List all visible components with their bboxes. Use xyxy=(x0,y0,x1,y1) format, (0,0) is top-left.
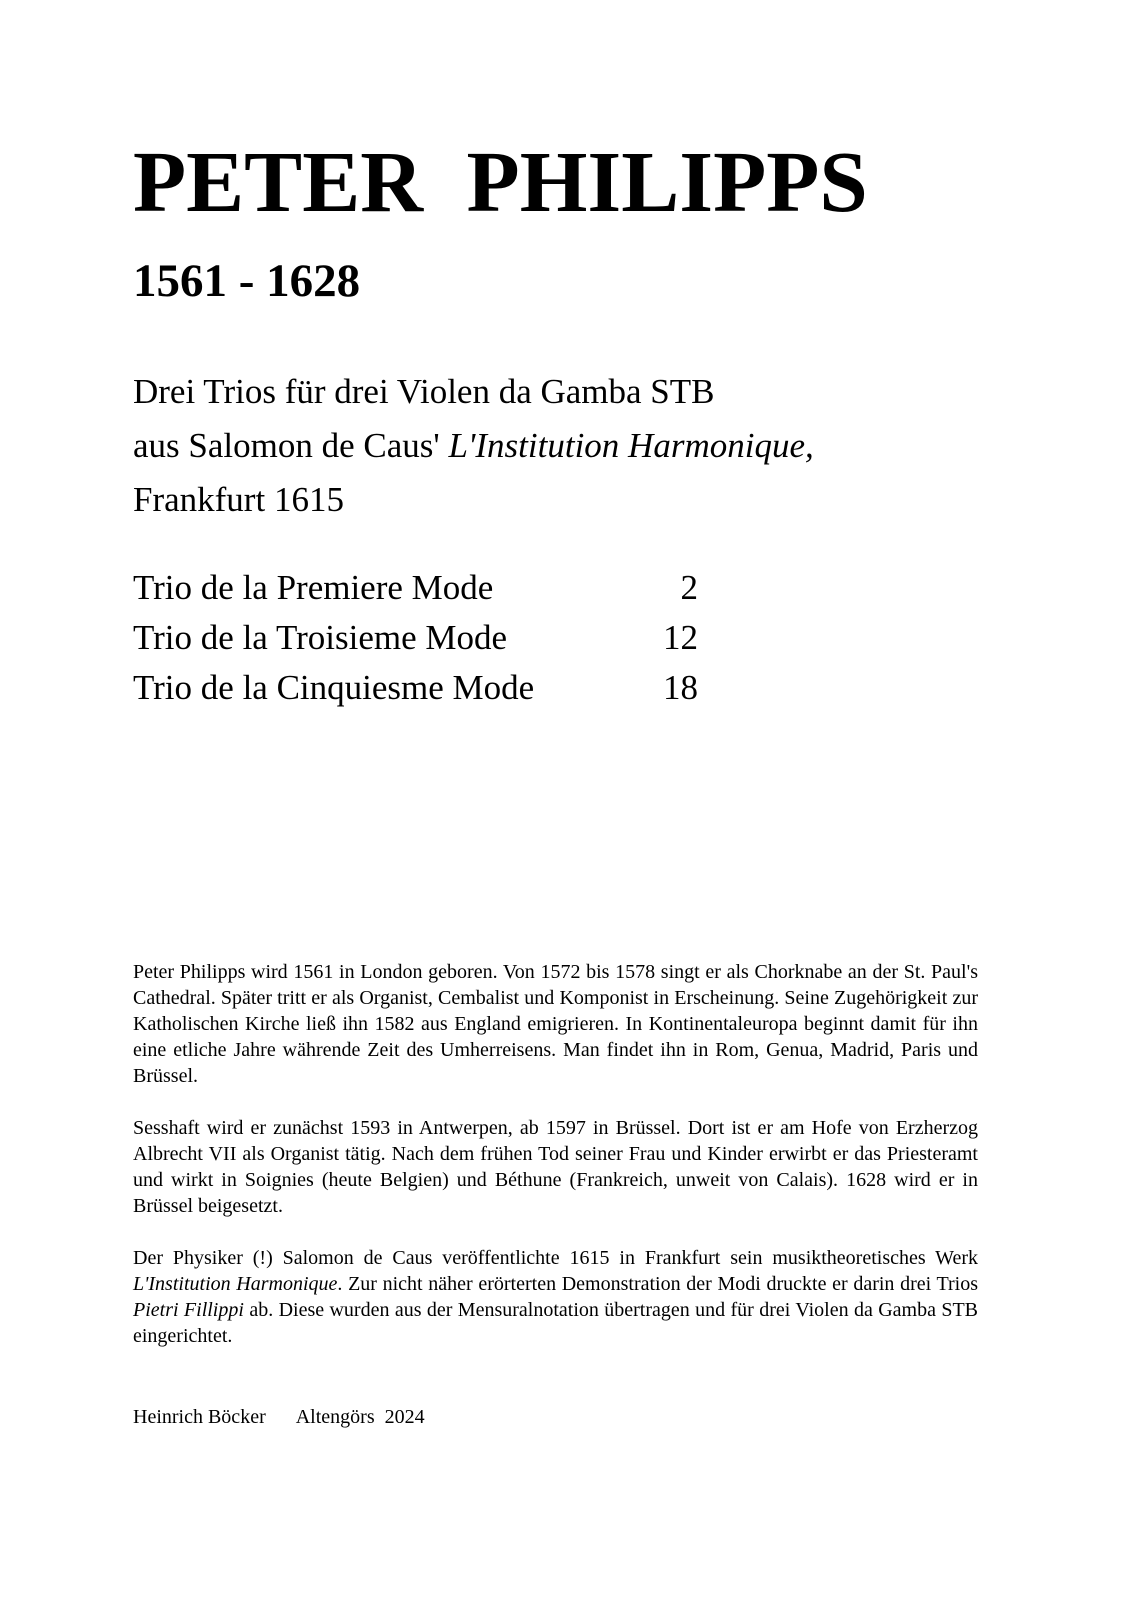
toc-entry-title: Trio de la Premiere Mode xyxy=(133,568,494,607)
bio-paragraph-1: Peter Philipps wird 1561 in London geboren. Von 1572 bis 1578 singt er als Chorknabe an der St. Paul's Cathedral. Später tritt er als Organist, Cembalist und Komponist in Erscheinung. Seine Zugehörigkeit zur Katholischen Kirche ließ ihn 1582 aus England emigrieren. In Kontinentaleuropa beginnt damit für ihn eine etliche Jahre währende Zeit des Umherreisens. Man findet ihn in Rom, Genua, Madrid, Paris und Brüssel. xyxy=(133,961,978,1087)
subtitle-source-prefix: aus Salomon de Caus' xyxy=(133,426,449,465)
bio-paragraph-3 xyxy=(133,1245,978,1349)
toc-entry-page: 2 xyxy=(680,568,698,607)
signature-line xyxy=(133,1404,425,1430)
subtitle-source-title: L'Institution Harmonique, xyxy=(448,426,814,465)
subtitle-line-3: Frankfurt 1615 xyxy=(133,480,344,519)
toc-entry xyxy=(133,613,698,663)
bio-p3-composer-latin: Pietri Fillippi xyxy=(133,1299,244,1321)
bio-paragraph-2: Sesshaft wird er zunächst 1593 in Antwerpen, ab 1597 in Brüssel. Dort ist er am Hofe von Erzherzog Albrecht VII als Organist tätig. Nach dem frühen Tod seiner Frau und Kinder erwirbt er das Priesteramt und wirkt in Soignies (heute Belgien) und Béthune (Frankreich, unweit von Calais). 1628 wird er in Brüssel beigesetzt. xyxy=(133,1117,978,1217)
bio-p3-text-1: Der Physiker (!) Salomon de Caus veröffentlichte 1615 in Frankfurt sein musiktheoretisches Werk xyxy=(133,1247,978,1269)
signature-author: Heinrich Böcker xyxy=(133,1406,266,1428)
signature-place-year: Altengörs 2024 xyxy=(295,1406,425,1428)
bio-p3-text-3: ab. Diese wurden aus der Mensuralnotation übertragen und für drei Violen da Gamba STB eingerichtet. xyxy=(133,1299,979,1347)
composer-dates: 1561 - 1628 xyxy=(133,255,361,307)
toc-entry-page: 12 xyxy=(663,618,698,657)
subtitle-line-2 xyxy=(133,419,814,473)
toc-entry xyxy=(133,663,698,713)
bio-p3-work-title: L'Institution Harmonique xyxy=(133,1273,338,1295)
work-subtitle xyxy=(133,365,814,527)
toc-entry-title: Trio de la Troisieme Mode xyxy=(133,618,508,657)
bio-p3-text-2: . Zur nicht näher erörterten Demonstration der Modi druckte er darin drei Trios xyxy=(337,1273,978,1295)
composer-name: PETER PHILIPPS xyxy=(133,133,868,230)
toc-entry xyxy=(133,563,698,613)
table-of-contents xyxy=(133,563,698,713)
subtitle-line-1: Drei Trios für drei Violen da Gamba STB xyxy=(133,372,715,411)
toc-entry-title: Trio de la Cinquiesme Mode xyxy=(133,668,535,707)
biography xyxy=(133,959,978,1375)
toc-entry-page: 18 xyxy=(663,668,698,707)
